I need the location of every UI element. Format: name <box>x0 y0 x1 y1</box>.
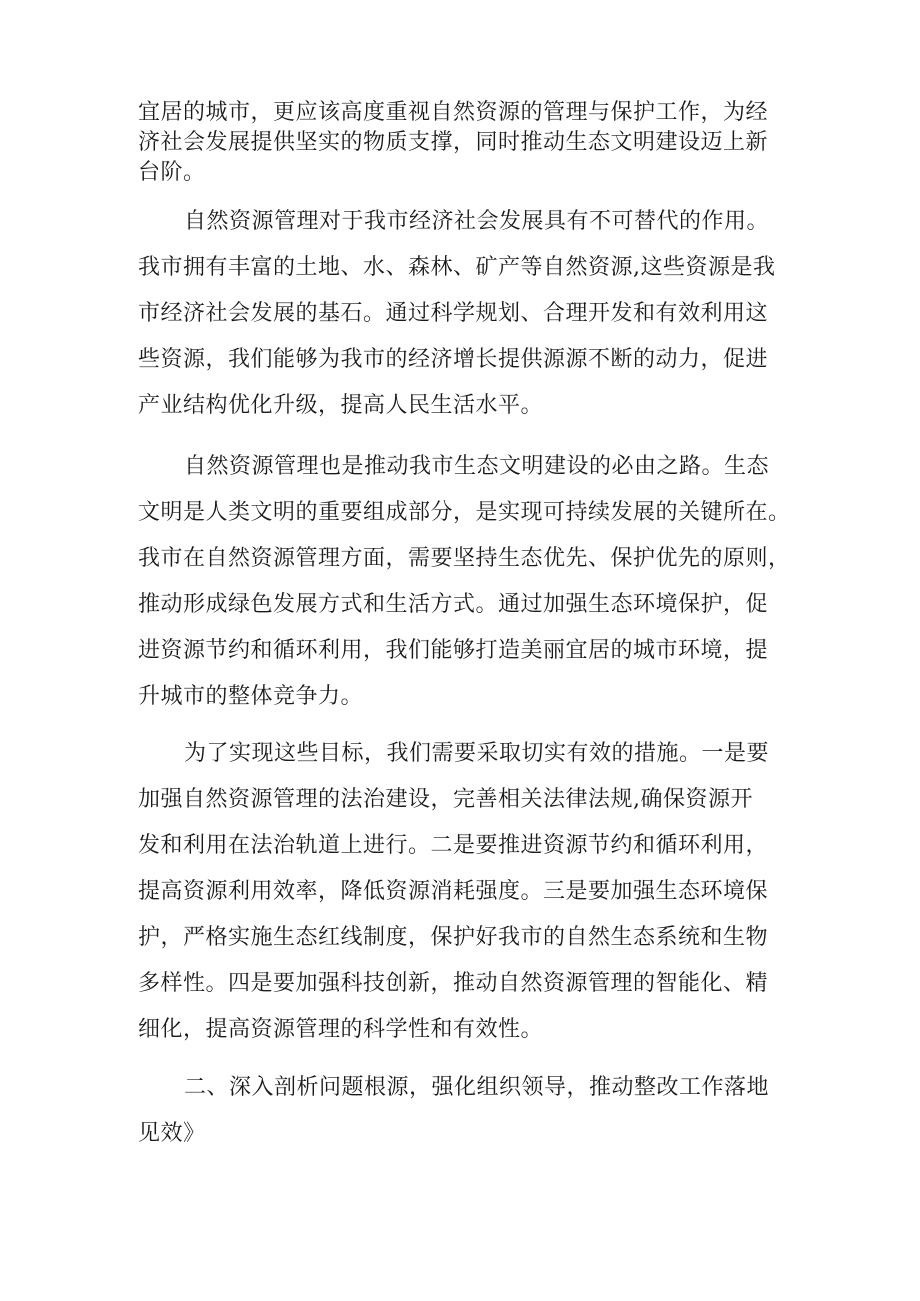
text-line: 我市在自然资源管理方面，需要坚持生态优先、保护优先的原则， <box>138 546 791 571</box>
text-line: 自然资源管理也是推动我市生态文明建设的必由之路。生态 <box>184 454 770 479</box>
text-line: 提高资源利用效率，降低资源消耗强度。三是要加强生态环境保 <box>138 879 769 904</box>
text-line: 我市拥有丰富的土地、水、森林、矿产等自然资源,这些资源是我 <box>138 255 776 280</box>
paragraph-1 <box>138 98 798 188</box>
text-line: 加强自然资源管理的法治建设，完善相关法律法规,确保资源开 <box>138 787 753 812</box>
paragraph-2 <box>138 199 798 429</box>
text-line: 产业结构优化升级，提高人民生活水平。 <box>138 393 544 418</box>
text-line: 台阶。 <box>138 160 206 185</box>
section-heading <box>138 1065 798 1157</box>
text-line: 推动形成绿色发展方式和生活方式。通过加强生态环境保护，促 <box>138 592 769 617</box>
text-line: 见效》 <box>138 1121 206 1146</box>
text-line: 市经济社会发展的基石。通过科学规划、合理开发和有效利用这 <box>138 301 769 326</box>
text-line: 升城市的整体竞争力。 <box>138 684 364 709</box>
text-line: 细化，提高资源管理的科学性和有效性。 <box>138 1017 544 1042</box>
text-line: 二、深入剖析问题根源，强化组织领导，推动整改工作落地 <box>184 1075 770 1100</box>
text-line: 宜居的城市，更应该高度重视自然资源的管理与保护工作，为经 <box>138 100 769 125</box>
text-line: 进资源节约和循环利用，我们能够打造美丽宜居的城市环境，提 <box>138 638 769 663</box>
text-line: 自然资源管理对于我市经济社会发展具有不可替代的作用。 <box>184 209 770 234</box>
text-line: 多样性。四是要加强科技创新，推动自然资源管理的智能化、精 <box>138 971 769 996</box>
text-line: 发和利用在法治轨道上进行。二是要推进资源节约和循环利用， <box>138 833 769 858</box>
text-line: 护，严格实施生态红线制度，保护好我市的自然生态系统和生物 <box>138 925 769 950</box>
text-line: 济社会发展提供坚实的物质支撑，同时推动生态文明建设迈上新 <box>138 130 769 155</box>
paragraph-4 <box>138 731 798 1053</box>
text-line: 文明是人类文明的重要组成部分，是实现可持续发展的关键所在。 <box>138 500 791 525</box>
text-line: 为了实现这些目标，我们需要采取切实有效的措施。一是要 <box>184 741 770 766</box>
text-line: 些资源，我们能够为我市的经济增长提供源源不断的动力，促进 <box>138 347 769 372</box>
paragraph-3 <box>138 444 798 720</box>
